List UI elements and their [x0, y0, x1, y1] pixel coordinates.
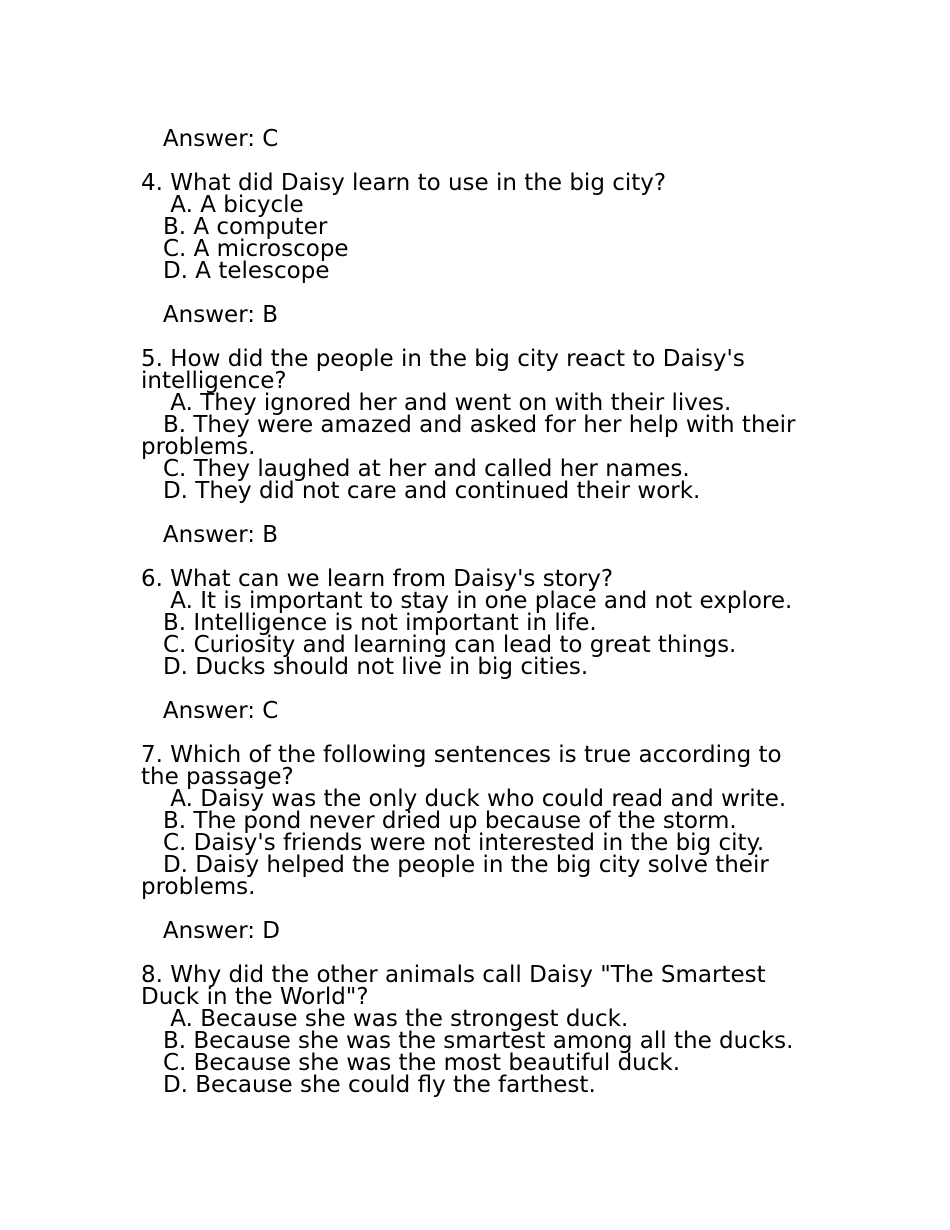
answer-5: Answer: B [141, 522, 279, 548]
question-block-4 [141, 172, 821, 326]
question-7-option-c: C. Daisy's friends were not interested in the big city. [141, 830, 765, 856]
question-5-option-c: C. They laughed at her and called her names. [141, 456, 690, 482]
question-7-option-d: D. Daisy helped the people in the big city solve their problems. [141, 852, 777, 900]
answer-6: Answer: C [141, 698, 279, 724]
question-5-option-d: D. They did not care and continued their work. [141, 478, 701, 504]
question-8-option-c: C. Because she was the most beautiful duck. [141, 1050, 681, 1076]
question-5-text: 5. How did the people in the big city react to Daisy's intelligence? [141, 346, 753, 394]
answer-3: Answer: C [141, 126, 279, 152]
quiz-content [141, 128, 821, 1096]
question-5-option-a: A. They ignored her and went on with their lives. [141, 390, 732, 416]
question-6-text: 6. What can we learn from Daisy's story? [141, 566, 614, 592]
answer-4: Answer: B [141, 302, 279, 328]
question-4-option-c: C. A microscope [141, 236, 349, 262]
question-4-option-a: A. A bicycle [141, 192, 304, 218]
question-8-option-b: B. Because she was the smartest among all the ducks. [141, 1028, 794, 1054]
question-7-option-b: B. The pond never dried up because of the storm. [141, 808, 737, 834]
question-6-option-c: C. Curiosity and learning can lead to great things. [141, 632, 737, 658]
question-block-8 [141, 964, 821, 1096]
question-6-option-b: B. Intelligence is not important in life. [141, 610, 597, 636]
question-8-option-a: A. Because she was the strongest duck. [141, 1006, 629, 1032]
question-block-7 [141, 744, 821, 942]
question-8-text: 8. Why did the other animals call Daisy "The Smartest Duck in the World"? [141, 962, 773, 1010]
question-7-text: 7. Which of the following sentences is true according to the passage? [141, 742, 789, 790]
answer-7: Answer: D [141, 918, 281, 944]
question-7-option-a: A. Daisy was the only duck who could read and write. [141, 786, 787, 812]
question-4-option-d: D. A telescope [141, 258, 330, 284]
question-block-6 [141, 568, 821, 722]
question-6-option-d: D. Ducks should not live in big cities. [141, 654, 589, 680]
question-8-option-d: D. Because she could fly the farthest. [141, 1072, 596, 1098]
question-block-5 [141, 348, 821, 546]
question-4-option-b: B. A computer [141, 214, 328, 240]
question-6-option-a: A. It is important to stay in one place and not explore. [141, 588, 793, 614]
question-4-text: 4. What did Daisy learn to use in the big city? [141, 170, 667, 196]
question-5-option-b: B. They were amazed and asked for her help with their problems. [141, 412, 803, 460]
